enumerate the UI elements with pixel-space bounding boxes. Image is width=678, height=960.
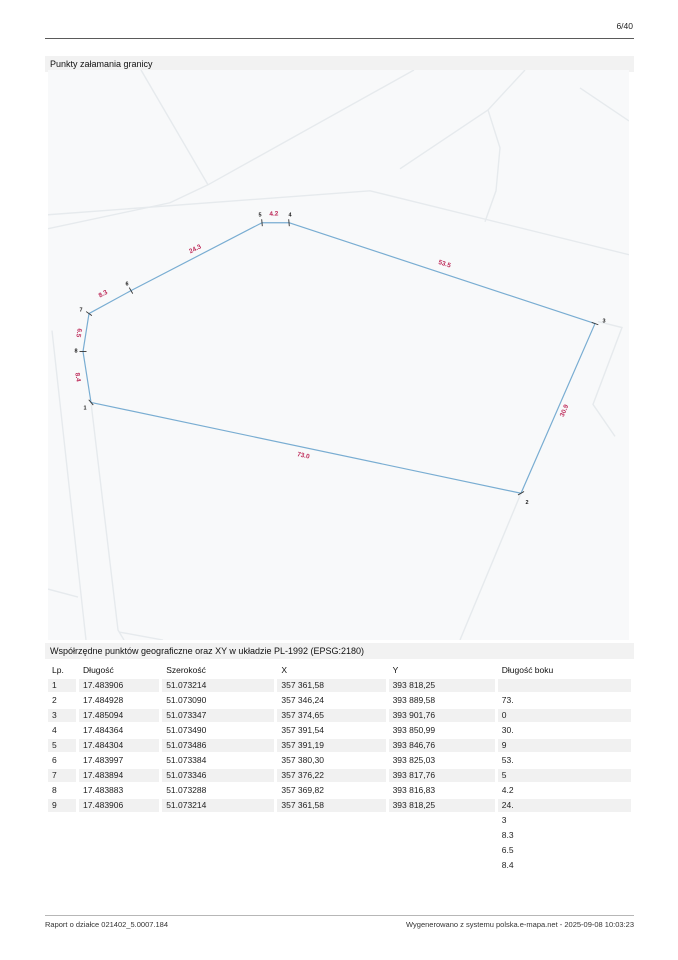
table-header-cell: X bbox=[281, 664, 288, 675]
cell-x: 357 391,19 bbox=[277, 739, 385, 752]
cell-szerokosc: 51.073486 bbox=[162, 739, 274, 752]
page-number: 6/40 bbox=[616, 21, 633, 31]
cell-szerokosc: 51.073347 bbox=[162, 709, 274, 722]
cell-szerokosc: 51.073288 bbox=[166, 785, 207, 795]
vertex-number: 7 bbox=[79, 307, 83, 314]
cell-lp: 3 bbox=[48, 709, 76, 722]
cell-szerokosc: 51.073384 bbox=[166, 755, 207, 765]
cell-y: 393 818,25 bbox=[389, 679, 495, 692]
table-header-row bbox=[48, 663, 631, 677]
parcel-line bbox=[48, 70, 414, 229]
cell-x: 357 369,82 bbox=[281, 785, 324, 795]
parcel-line bbox=[400, 70, 525, 169]
cell-dlugosc-boku: 73. bbox=[501, 695, 514, 705]
parcel-line bbox=[119, 632, 163, 640]
cell-y: 393 816,83 bbox=[392, 785, 436, 795]
vertex-tick bbox=[262, 219, 263, 226]
cell-szerokosc: 51.073214 bbox=[162, 679, 274, 692]
vertex-number: 6 bbox=[125, 281, 129, 288]
edge-length-label: 24.3 bbox=[188, 243, 203, 256]
table-header-cell: Szerokość bbox=[166, 664, 206, 675]
cell-x: 357 391,54 bbox=[281, 725, 324, 735]
cell-dlugosc-boku-overflow: 8.3 bbox=[501, 830, 514, 840]
cell-lp: 5 bbox=[48, 739, 76, 752]
cell-dlugosc: 17.483906 bbox=[79, 799, 159, 812]
cell-y: 393 846,76 bbox=[389, 739, 495, 752]
vertex-number: 3 bbox=[602, 318, 606, 325]
cell-y: 393 818,25 bbox=[389, 799, 495, 812]
table-overflow-body bbox=[48, 814, 631, 872]
cell-dlugosc-boku bbox=[498, 679, 631, 692]
map-section-title: Punkty załamania granicy bbox=[45, 56, 634, 72]
cell-dlugosc-boku: 24. bbox=[498, 799, 631, 812]
table-row bbox=[48, 799, 631, 812]
vertex-number: 8 bbox=[74, 348, 78, 355]
table-overflow-row bbox=[48, 859, 631, 872]
vertex-tick bbox=[289, 219, 290, 226]
cell-szerokosc: 51.073214 bbox=[162, 799, 274, 812]
cell-dlugosc-boku: 53. bbox=[501, 755, 514, 765]
cell-dlugosc-boku: 30. bbox=[501, 725, 514, 735]
cell-dlugosc-boku: 5 bbox=[498, 769, 631, 782]
table-row bbox=[48, 739, 631, 752]
header-rule bbox=[45, 38, 634, 39]
cell-x: 357 376,22 bbox=[277, 769, 385, 782]
boundary-map bbox=[48, 70, 629, 640]
cell-szerokosc: 51.073090 bbox=[166, 695, 207, 705]
edge-length-label: 4.2 bbox=[269, 210, 279, 219]
cell-y: 393 901,76 bbox=[389, 709, 495, 722]
cell-x: 357 380,30 bbox=[281, 755, 324, 765]
coordinates-table-wrap bbox=[45, 661, 634, 874]
table-header-cell: Długość bbox=[83, 664, 114, 675]
vertex-number: 1 bbox=[83, 405, 87, 412]
cell-dlugosc-boku: 0 bbox=[498, 709, 631, 722]
cell-dlugosc-boku-overflow: 8.4 bbox=[501, 860, 514, 870]
cell-szerokosc: 51.073346 bbox=[162, 769, 274, 782]
vertex-number: 4 bbox=[288, 212, 292, 219]
cell-x: 357 361,58 bbox=[277, 799, 385, 812]
parcel-line bbox=[460, 493, 521, 640]
cell-dlugosc: 17.483894 bbox=[79, 769, 159, 782]
table-overflow-row bbox=[48, 829, 631, 842]
table-row bbox=[48, 784, 631, 797]
table-row bbox=[48, 724, 631, 737]
edge-length-label: 8.4 bbox=[73, 372, 82, 383]
edge-length-label: 6.5 bbox=[74, 327, 83, 338]
table-header-cell: Y bbox=[392, 664, 399, 675]
table-overflow-row bbox=[48, 844, 631, 857]
cell-lp: 6 bbox=[52, 755, 57, 765]
edge-length-label: 73.0 bbox=[296, 451, 311, 461]
cell-y: 393 850,99 bbox=[392, 725, 436, 735]
edge-length-label: 8.3 bbox=[97, 289, 109, 300]
cell-dlugosc: 17.484364 bbox=[83, 725, 124, 735]
cell-y: 393 889,58 bbox=[392, 695, 436, 705]
parcel-line bbox=[91, 402, 124, 640]
boundary-polygon bbox=[83, 223, 595, 494]
cell-dlugosc-boku-overflow: 3 bbox=[501, 815, 507, 825]
parcel-line bbox=[48, 589, 78, 597]
cell-lp: 1 bbox=[48, 679, 76, 692]
cell-y: 393 817,76 bbox=[389, 769, 495, 782]
table-header-cell: Długość boku bbox=[501, 664, 554, 675]
table-body bbox=[48, 679, 631, 812]
vertex-number: 5 bbox=[258, 212, 262, 219]
cell-x: 357 374,65 bbox=[277, 709, 385, 722]
map-canvas bbox=[48, 70, 629, 640]
table-row bbox=[48, 694, 631, 707]
cell-lp: 8 bbox=[52, 785, 57, 795]
table-overflow-row bbox=[48, 814, 631, 827]
parcel-line bbox=[580, 88, 629, 121]
cell-lp: 4 bbox=[52, 725, 57, 735]
table-row bbox=[48, 679, 631, 692]
table-row bbox=[48, 769, 631, 782]
cell-dlugosc-boku: 9 bbox=[498, 739, 631, 752]
table-row bbox=[48, 754, 631, 767]
table-header-cell: Lp. bbox=[52, 664, 64, 675]
cell-szerokosc: 51.073490 bbox=[166, 725, 207, 735]
cell-lp: 9 bbox=[48, 799, 76, 812]
cell-dlugosc-boku-overflow: 6.5 bbox=[501, 845, 514, 855]
vertex-number: 2 bbox=[525, 500, 529, 507]
cell-x: 357 361,58 bbox=[277, 679, 385, 692]
cell-lp: 2 bbox=[52, 695, 57, 705]
cell-dlugosc: 17.483883 bbox=[83, 785, 124, 795]
cell-lp: 7 bbox=[48, 769, 76, 782]
cell-y: 393 825,03 bbox=[392, 755, 436, 765]
edge-length-label: 53.5 bbox=[437, 258, 452, 270]
table-section-title: Współrzędne punktów geograficzne oraz XY w układzie PL-1992 (EPSG:2180) bbox=[45, 643, 634, 659]
table-row bbox=[48, 709, 631, 722]
cell-dlugosc: 17.483997 bbox=[83, 755, 124, 765]
edge-length-label: 30.9 bbox=[558, 403, 571, 418]
footer-generated-info: Wygenerowano z systemu polska.e-mapa.net - 2025-09-08 10:03:23 bbox=[406, 920, 634, 929]
parcel-line bbox=[593, 322, 622, 437]
parcel-line bbox=[48, 191, 629, 255]
footer-rule bbox=[45, 915, 634, 916]
parcel-line bbox=[141, 70, 208, 185]
cell-dlugosc-boku: 4.2 bbox=[501, 785, 514, 795]
cell-dlugosc: 17.483906 bbox=[79, 679, 159, 692]
coordinates-table bbox=[45, 661, 634, 874]
cell-dlugosc: 17.484304 bbox=[79, 739, 159, 752]
footer-report-id: Raport o działce 021402_5.0007.184 bbox=[45, 920, 169, 929]
cell-dlugosc: 17.484928 bbox=[83, 695, 124, 705]
cell-dlugosc: 17.485094 bbox=[79, 709, 159, 722]
parcel-line bbox=[485, 110, 500, 222]
cell-x: 357 346,24 bbox=[281, 695, 324, 705]
